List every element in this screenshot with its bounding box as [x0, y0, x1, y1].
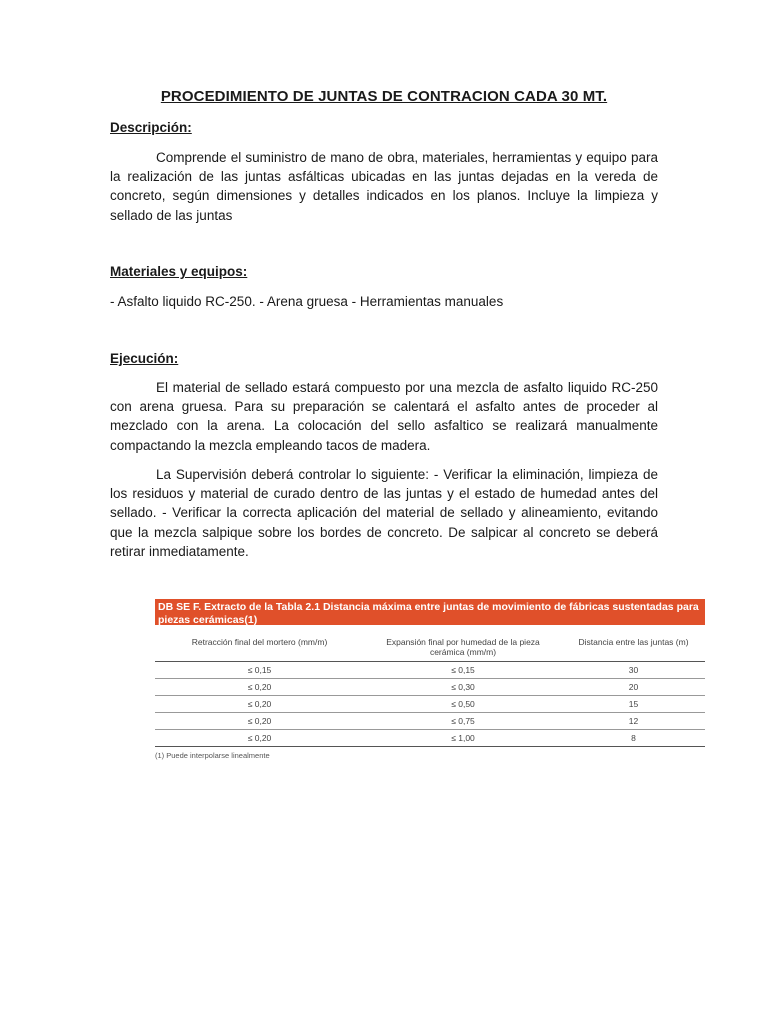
- table-row: [155, 730, 705, 747]
- table-header-row: [155, 637, 705, 662]
- table-caption: DB SE F. Extracto de la Tabla 2.1 Distancia máxima entre juntas de movimiento de fábricas sustentadas para piezas cerámicas(1): [155, 599, 705, 625]
- table-cell: ≤ 0,30: [364, 679, 562, 696]
- materiales-heading: Materiales y equipos:: [110, 264, 248, 279]
- joint-distance-table: [155, 637, 705, 747]
- column-header-retraccion: Retracción final del mortero (mm/m): [155, 637, 364, 662]
- table-row: [155, 662, 705, 679]
- table-cell: ≤ 0,20: [155, 696, 364, 713]
- table-cell: ≤ 0,50: [364, 696, 562, 713]
- table-cell: 15: [562, 696, 705, 713]
- table-cell: ≤ 0,20: [155, 679, 364, 696]
- table-cell: ≤ 0,20: [155, 713, 364, 730]
- column-header-expansion: Expansión final por humedad de la pieza cerámica (mm/m): [364, 637, 562, 662]
- column-header-distancia: Distancia entre las juntas (m): [562, 637, 705, 662]
- table-row: [155, 713, 705, 730]
- descripcion-heading: Descripción:: [110, 120, 192, 135]
- table-cell: ≤ 0,15: [155, 662, 364, 679]
- table-row: [155, 679, 705, 696]
- table-cell: 30: [562, 662, 705, 679]
- table-cell: 8: [562, 730, 705, 747]
- table-row: [155, 696, 705, 713]
- table-cell: 20: [562, 679, 705, 696]
- joint-distance-table-figure: [155, 599, 705, 760]
- table-cell: ≤ 1,00: [364, 730, 562, 747]
- table-cell: ≤ 0,75: [364, 713, 562, 730]
- descripcion-paragraph: Comprende el suministro de mano de obra, materiales, herramientas y equipo para la realización de las juntas asfálticas ubicadas en las juntas dejadas en la vereda de concreto, según dimensiones y detalles indicados en los planos. Incluye la limpieza y sellado de las juntas: [110, 150, 658, 223]
- ejecucion-paragraph-1: El material de sellado estará compuesto por una mezcla de asfalto liquido RC-250 con arena gruesa. Para su preparación se calentará el asfalto antes de proceder al mezclado con la arena. La colocación del sello asfaltico se realizará manualmente compactando la mezcla empleando tacos de madera.: [110, 380, 658, 453]
- ejecucion-heading: Ejecución:: [110, 351, 179, 366]
- document-title: PROCEDIMIENTO DE JUNTAS DE CONTRACION CADA 30 MT.: [160, 88, 608, 105]
- table-footnote: (1) Puede interpolarse linealmente: [155, 751, 270, 760]
- table-cell: 12: [562, 713, 705, 730]
- ejecucion-paragraph-2: La Supervisión deberá controlar lo siguiente: - Verificar la eliminación, limpieza de los residuos y material de curado dentro de las juntas y el estado de humedad antes del sellado. - Verificar la correcta aplicación del material de sellado y alineamiento, evitando que la mezcla salpique sobre los bordes de concreto. De salpicar al concreto se deberá retirar inmediatamente.: [110, 467, 658, 559]
- table-cell: ≤ 0,15: [364, 662, 562, 679]
- materiales-text: - Asfalto liquido RC-250. - Arena gruesa - Herramientas manuales: [110, 294, 504, 309]
- table-cell: ≤ 0,20: [155, 730, 364, 747]
